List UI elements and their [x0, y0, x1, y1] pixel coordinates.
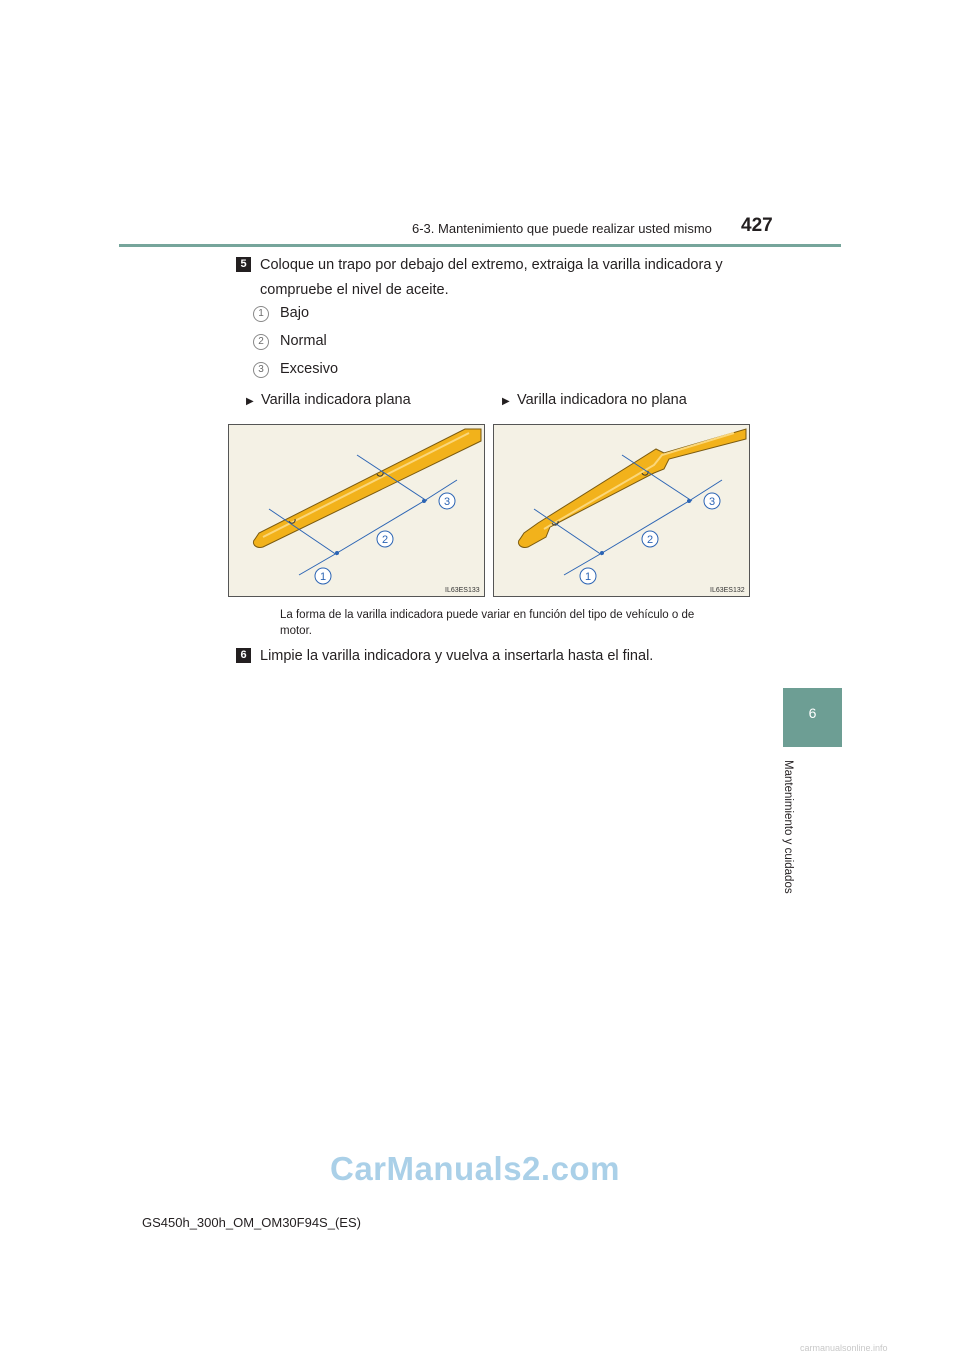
- step-5-text: [260, 253, 723, 303]
- legend-label-normal: Normal: [280, 333, 327, 349]
- legend-number-2: 2: [253, 334, 269, 350]
- callout-1: [315, 568, 331, 584]
- page-number: 427: [741, 215, 773, 236]
- step-6-badge: 6: [236, 648, 251, 663]
- nonflat-dipstick-illustration: [494, 425, 750, 597]
- chapter-number: 6: [808, 705, 817, 721]
- figure-caption: [280, 607, 750, 639]
- document-code: GS450h_300h_OM_OM30F94S_(ES): [142, 1215, 361, 1230]
- triangle-bullet-icon: ▶: [502, 396, 510, 407]
- callout-1-label: 1: [319, 571, 327, 583]
- callout-2: [377, 531, 393, 547]
- legend-label-low: Bajo: [280, 305, 310, 321]
- step-5-line-1: Coloque un trapo por debajo del extremo, extraiga la varilla indicadora y: [260, 257, 723, 273]
- step-5-badge: 5: [236, 257, 251, 272]
- step-6-text: Limpie la varilla indicadora y vuelva a insertarla hasta el final.: [260, 648, 654, 664]
- callout-3-label: 3: [443, 496, 451, 508]
- callout-3-label: 3: [708, 496, 716, 508]
- figure-left-title: Varilla indicadora plana: [261, 392, 411, 408]
- header-rule: [119, 244, 841, 247]
- dipstick-shape: [518, 429, 746, 547]
- triangle-bullet-icon: ▶: [246, 396, 254, 407]
- legend-number-1: 1: [253, 306, 269, 322]
- figure-right-code: IL63ES132: [710, 587, 745, 594]
- flat-dipstick-illustration: [229, 425, 485, 597]
- caption-line-2: motor.: [280, 625, 312, 637]
- callout-2: [642, 531, 658, 547]
- dipstick-shape: [253, 429, 481, 547]
- figure-right-title: Varilla indicadora no plana: [517, 392, 687, 408]
- figure-nonflat-dipstick: [493, 424, 750, 597]
- legend-number-3: 3: [253, 362, 269, 378]
- chapter-label-text: Mantenimiento y cuidados: [782, 760, 794, 894]
- callout-3: [439, 493, 455, 509]
- caption-line-1: La forma de la varilla indicadora puede variar en función del tipo de vehículo o de: [280, 609, 695, 621]
- watermark: CarManuals2.com: [330, 1150, 620, 1187]
- figure-left-code: IL63ES133: [445, 587, 480, 594]
- callout-3: [704, 493, 720, 509]
- figure-flat-dipstick: [228, 424, 485, 597]
- legend-label-excess: Excesivo: [280, 361, 339, 377]
- callout-1-label: 1: [584, 571, 592, 583]
- corner-watermark: carmanualsonline.info: [800, 1343, 888, 1353]
- step-5-line-2: compruebe el nivel de aceite.: [260, 282, 449, 298]
- callout-2-label: 2: [381, 534, 389, 546]
- callout-2-label: 2: [646, 534, 654, 546]
- callout-1: [580, 568, 596, 584]
- chapter-label: [770, 760, 810, 910]
- section-title: 6-3. Mantenimiento que puede realizar usted mismo: [412, 221, 712, 236]
